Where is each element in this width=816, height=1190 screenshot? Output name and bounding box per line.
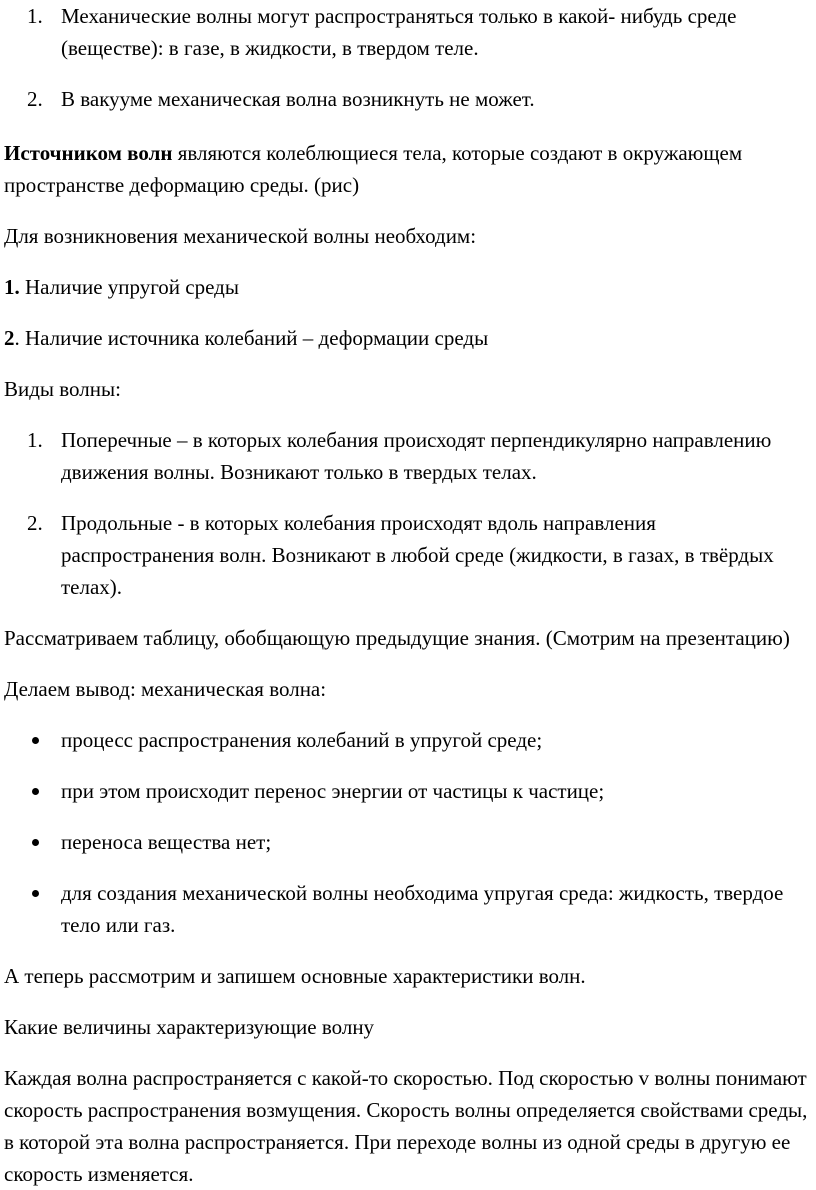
need-paragraph: Для возникновения механической волны необходим: bbox=[4, 224, 477, 248]
source-text: являются колеблющиеся тела, которые создают в окружающем пространстве деформацию среды. (рис) bbox=[4, 141, 743, 197]
need-item-2-number: 2 bbox=[4, 326, 15, 350]
list-number: 1. bbox=[27, 4, 43, 28]
need-item-2-text: . Наличие источника колебаний – деформации среды bbox=[14, 326, 489, 350]
table-paragraph: Рассматриваем таблицу, обобщающую предыдущие знания. (Смотрим на презентацию) bbox=[4, 626, 790, 650]
bullet-text: для создания механической волны необходима упругая среда: жидкость, твердое тело или газ. bbox=[61, 881, 784, 937]
list-item bbox=[4, 0, 812, 64]
characteristics-paragraph: А теперь рассмотрим и запишем основные характеристики волн. bbox=[4, 964, 586, 988]
bullet-icon bbox=[32, 788, 39, 795]
bullet-text: процесс распространения колебаний в упругой среде; bbox=[61, 728, 543, 752]
list-item-text: Поперечные – в которых колебания происходят перпендикулярно направлению движения волны. Возникают только в твердых телах. bbox=[61, 428, 772, 484]
bullet-item bbox=[4, 826, 812, 858]
types-heading: Виды волны: bbox=[4, 377, 121, 401]
bullet-text: переноса вещества нет; bbox=[61, 830, 272, 854]
list-item bbox=[4, 507, 812, 603]
conclusion-paragraph: Делаем вывод: механическая волна: bbox=[4, 677, 327, 701]
bullet-icon bbox=[32, 839, 39, 846]
list-number: 2. bbox=[27, 87, 43, 111]
need-item-2 bbox=[4, 322, 812, 354]
properties-list bbox=[4, 0, 812, 115]
list-item-text: Продольные - в которых колебания происходят вдоль направления распространения волн. Возникают в любой среде (жидкости, в газах, в твёрдых телах). bbox=[61, 511, 774, 599]
source-term: Источником волн bbox=[4, 141, 173, 165]
list-number: 2. bbox=[27, 511, 43, 535]
list-item-text: Механические волны могут распространяться только в какой- нибудь среде (веществе): в газе, в жидкости, в твердом теле. bbox=[61, 4, 737, 60]
list-number: 1. bbox=[27, 428, 43, 452]
need-item-1-text: Наличие упругой среды bbox=[19, 275, 239, 299]
speed-paragraph: Каждая волна распространяется с какой-то скоростью. Под скоростью v волны понимают скорость распространения возмущения. Скорость волны определяется свойствами среды, в которой эта волна распространяется. При переходе волны из одной среды в другую ее скорость изменяется. bbox=[4, 1066, 808, 1186]
wave-types-list bbox=[4, 424, 812, 603]
need-item-1-number: 1. bbox=[4, 275, 20, 299]
bullet-text: при этом происходит перенос энергии от частицы к частице; bbox=[61, 779, 605, 803]
bullet-item bbox=[4, 877, 812, 941]
list-item bbox=[4, 424, 812, 488]
bullet-item bbox=[4, 724, 812, 756]
conclusion-list bbox=[4, 724, 812, 941]
quantities-paragraph: Какие величины характеризующие волну bbox=[4, 1015, 375, 1039]
need-item-1 bbox=[4, 271, 812, 303]
list-item-text: В вакууме механическая волна возникнуть не может. bbox=[61, 87, 535, 111]
source-paragraph bbox=[4, 137, 812, 201]
bullet-icon bbox=[32, 737, 39, 744]
list-item bbox=[4, 83, 812, 115]
bullet-icon bbox=[32, 890, 39, 897]
bullet-item bbox=[4, 775, 812, 807]
